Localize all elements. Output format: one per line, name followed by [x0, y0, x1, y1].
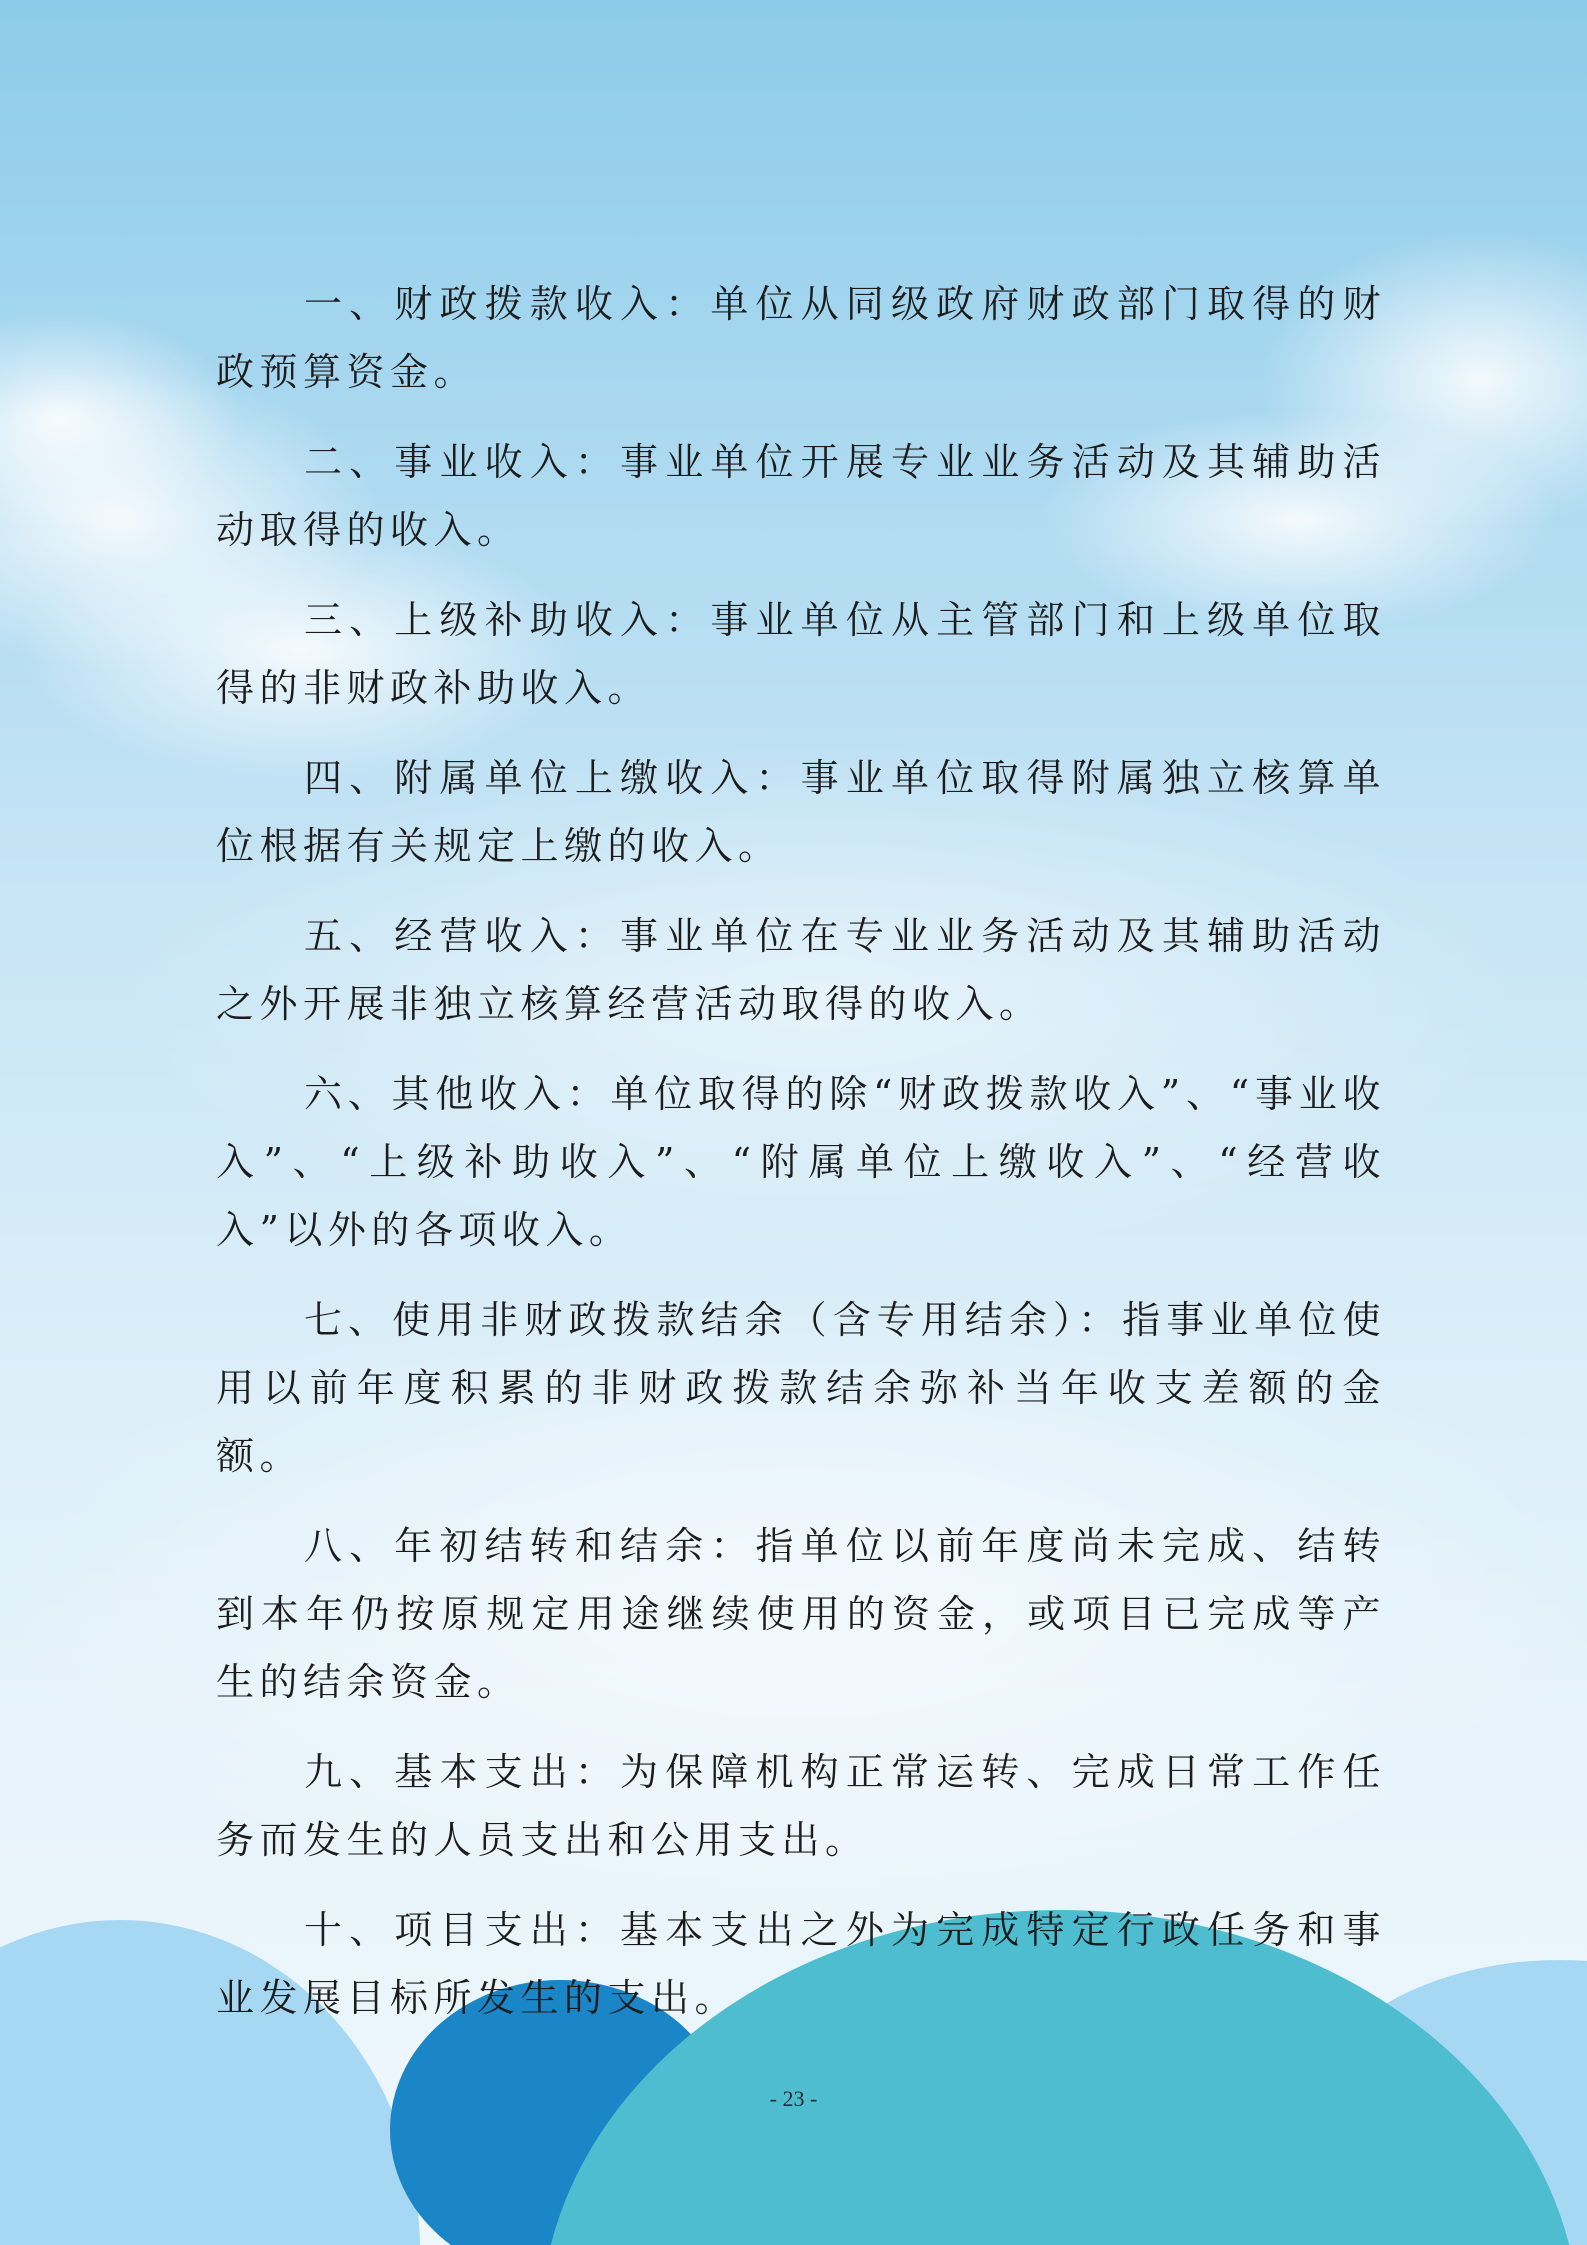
paragraph-1: 一、财政拨款收入：单位从同级政府财政部门取得的财政预算资金。: [216, 282, 1386, 394]
paragraph-10: 十、项目支出：基本支出之外为完成特定行政任务和事业发展目标所发生的支出。: [216, 1908, 1386, 2020]
paragraph-3: 三、上级补助收入：事业单位从主管部门和上级单位取得的非财政补助收入。: [216, 598, 1386, 710]
page-number: - 23 -: [769, 2086, 818, 2111]
paragraph-5: 五、经营收入：事业单位在专业业务活动及其辅助活动之外开展非独立核算经营活动取得的收入。: [216, 914, 1386, 1026]
paragraph-2: 二、事业收入：事业单位开展专业业务活动及其辅助活动取得的收入。: [216, 440, 1386, 552]
paragraph-8: 八、年初结转和结余：指单位以前年度尚未完成、结转到本年仍按原规定用途继续使用的资金，或项目已完成等产生的结余资金。: [216, 1524, 1386, 1704]
paragraph-7: 七、使用非财政拨款结余（含专用结余）：指事业单位使用以前年度积累的非财政拨款结余弥补当年收支差额的金额。: [216, 1298, 1386, 1478]
document-body: [216, 270, 1386, 2054]
paragraph-4: 四、附属单位上缴收入：事业单位取得附属独立核算单位根据有关规定上缴的收入。: [216, 756, 1386, 868]
paragraph-6: 六、其他收入：单位取得的除“财政拨款收入”、“事业收入”、“上级补助收入”、“附属单位上缴收入”、“经营收入”以外的各项收入。: [216, 1072, 1386, 1252]
paragraph-9: 九、基本支出：为保障机构正常运转、完成日常工作任务而发生的人员支出和公用支出。: [216, 1750, 1386, 1862]
